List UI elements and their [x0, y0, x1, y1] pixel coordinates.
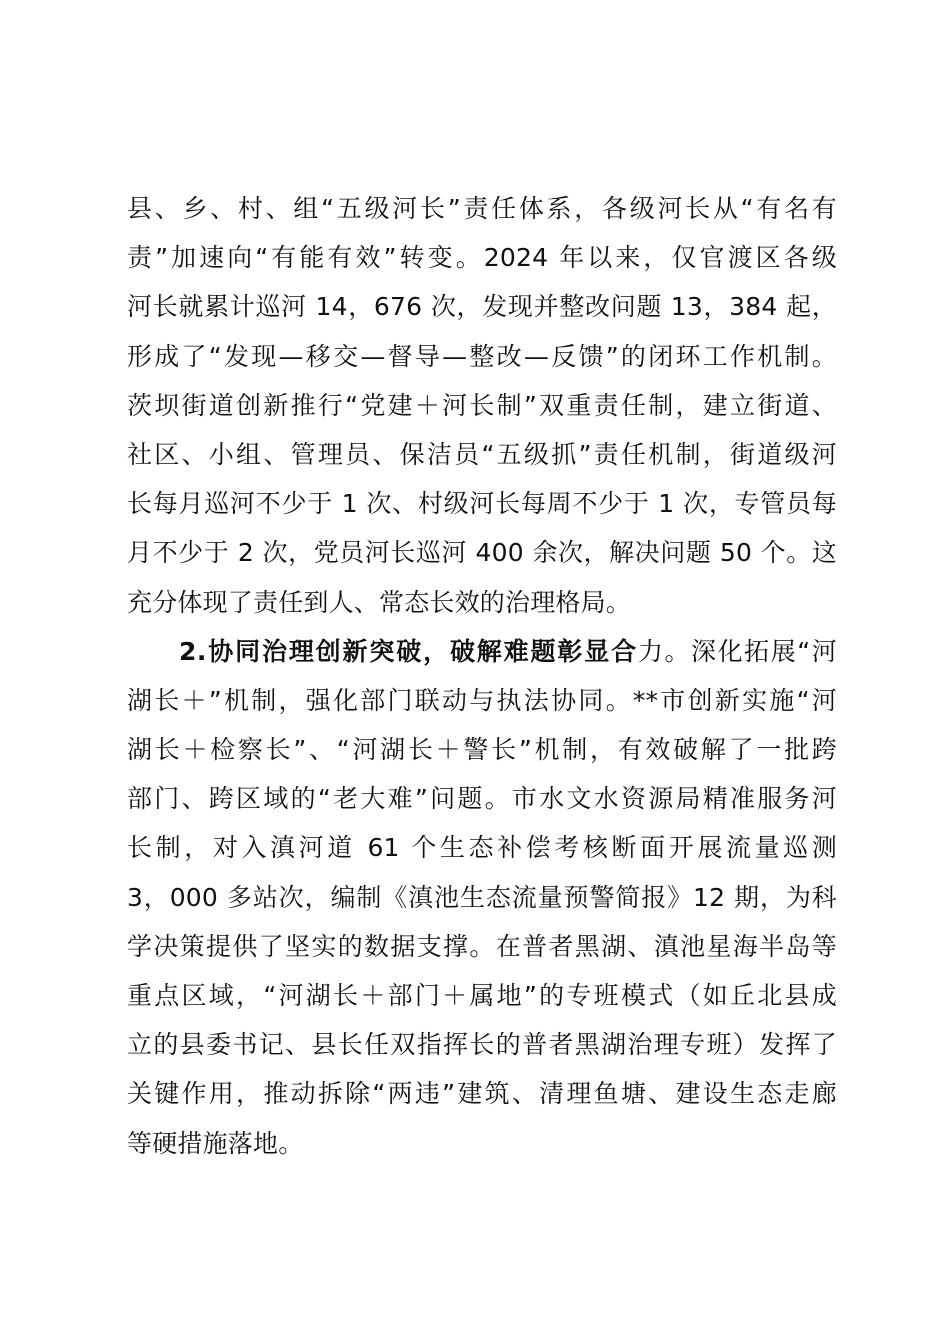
text-line: 社区、小组、管理员、保洁员“五级抓”责任机制，街道级河: [127, 439, 837, 469]
text-line: 河长就累计巡河 14，676 次，发现并整改问题 13，384 起，: [127, 292, 837, 322]
text-line: 学决策提供了坚实的数据支撑。在普者黑湖、滇池星海半岛等: [127, 931, 837, 961]
text-line: 重点区域，“河湖长＋部门＋属地”的专班模式（如丘北县成: [127, 981, 837, 1010]
text-line: 长每月巡河不少于 1 次、村级河长每周不少于 1 次，专管员每: [127, 489, 837, 519]
text-line: 等硬措施落地。: [127, 1128, 304, 1158]
text-line: 月不少于 2 次，党员河长巡河 400 余次，解决问题 50 个。这: [127, 538, 837, 568]
text-line: 立的县委书记、县长任双指挥长的普者黑湖治理专班）发挥了: [127, 1030, 837, 1060]
text-line: 县、乡、村、组“五级河长”责任体系，各级河长从“有名有: [127, 194, 837, 223]
text-line: 3，000 多站次，编制《滇池生态流量预警简报》12 期，为科: [127, 882, 837, 912]
section-heading: 2.协同治理创新突破，破解难题彰显合: [179, 636, 638, 666]
paragraph-collaborative-governance: [127, 627, 837, 1168]
text-line: 湖长＋检察长”、“河湖长＋警长”机制，有效破解了一批跨: [127, 735, 837, 765]
paragraph-responsibility-system: [127, 184, 837, 627]
text-line: 茨坝街道创新推行“党建＋河长制”双重责任制，建立街道、: [127, 390, 837, 420]
text-line: 长制，对入滇河道 61 个生态补偿考核断面开展流量巡测: [127, 833, 837, 863]
text-line: 形成了“发现—移交—督导—整改—反馈”的闭环工作机制。: [127, 341, 837, 371]
text-line: 责”加速向“有能有效”转变。2024 年以来，仅官渡区各级: [127, 243, 837, 273]
document-body: [127, 184, 837, 1168]
text-run: 力。深化拓展“河: [637, 636, 837, 666]
text-line: 湖长＋”机制，强化部门联动与执法协同。**市创新实施“河: [127, 685, 837, 715]
text-line: 充分体现了责任到人、常态长效的治理格局。: [127, 587, 632, 617]
text-line: 关键作用，推动拆除“两违”建筑、清理鱼塘、建设生态走廊: [127, 1079, 837, 1109]
text-line: 部门、跨区域的“老大难”问题。市水文水资源局精准服务河: [127, 784, 837, 814]
paragraph-first-line: [127, 627, 837, 676]
